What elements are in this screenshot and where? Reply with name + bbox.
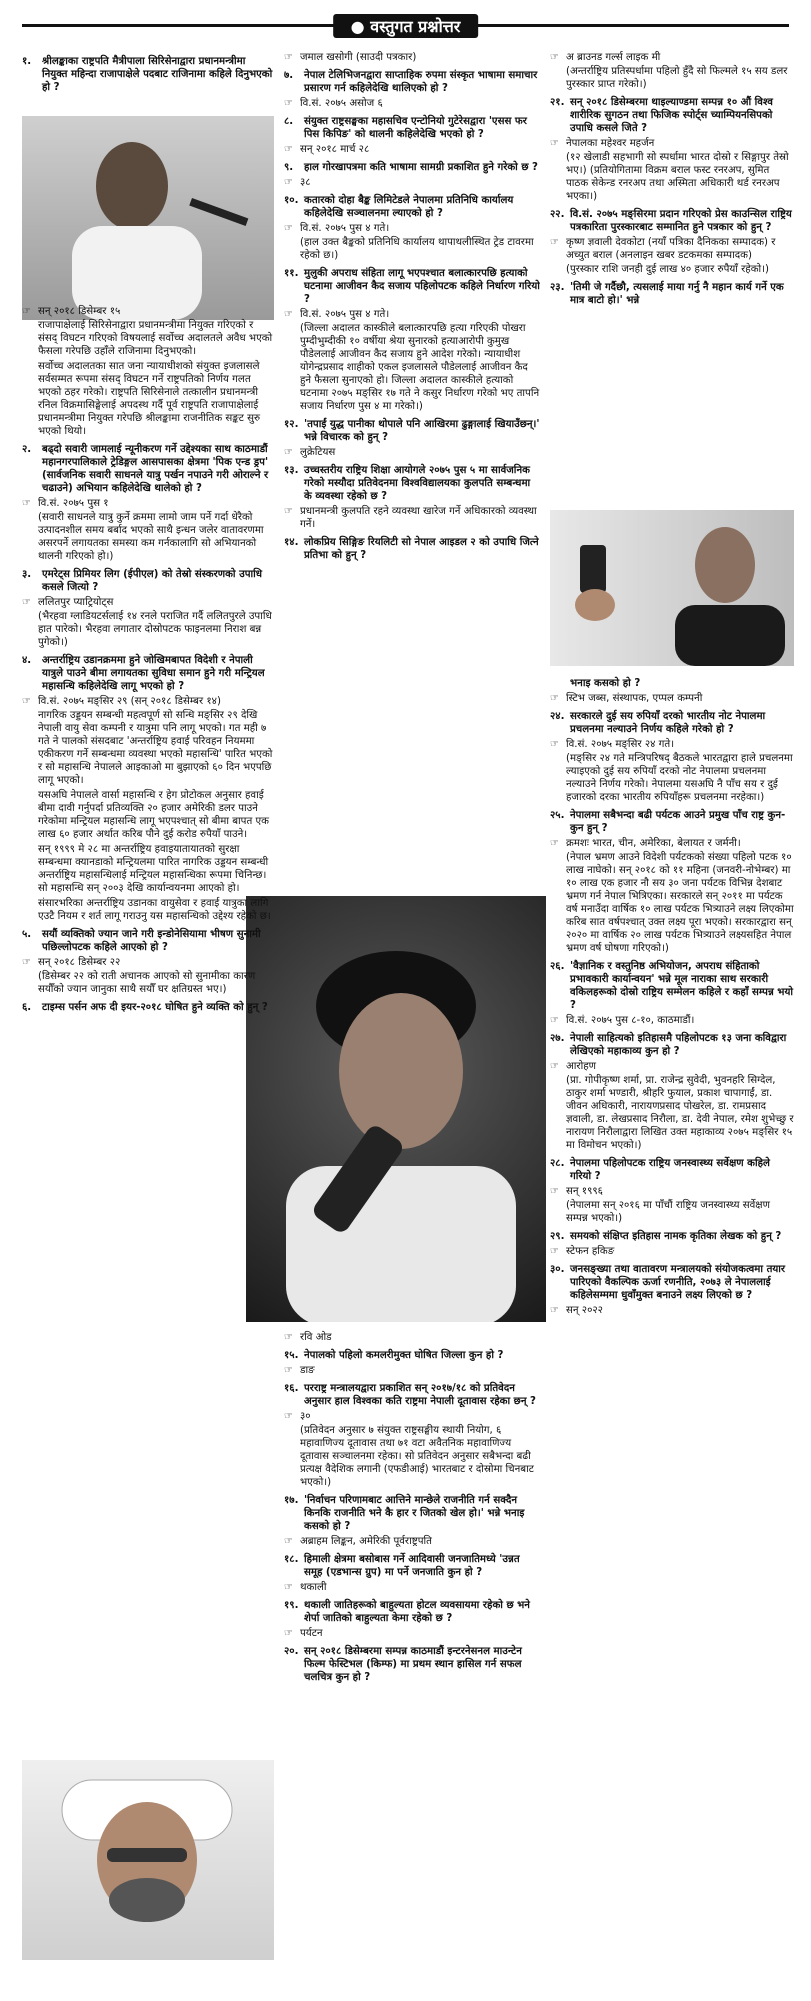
answer-text: अब्राहम लिङ्कन, अमेरिकी पूर्वराष्ट्रपति	[300, 1536, 432, 1547]
question-text: एमरेट्स प्रिमियर लिग (ईपीएल) को तेस्रो संस्करणको उपाधि कसले जित्यो ?	[42, 569, 263, 593]
pointing-hand-icon: ☞	[284, 1628, 293, 1639]
pointing-hand-icon: ☞	[550, 838, 559, 849]
answer	[550, 738, 794, 751]
question-number: १.	[22, 56, 32, 67]
answer	[550, 1245, 794, 1258]
answer	[284, 1535, 540, 1548]
answer-text: नेपालका महेश्वर महर्जन	[566, 138, 655, 149]
question-number: ४.	[22, 655, 32, 666]
explanation: यसअघि नेपालले वार्सा महासन्धि र हेग प्रोटोकल अनुसार हवाई बीमा दावी गर्नुपर्दा प्रतिव्यक्ति २० हजार अमेरिकी डलर पाउने गरेकोमा मन्ट्रियल महासन्धि लागू भएपश्चात् सो बीमा बापत एक लाख ६० हजार अर्थात करिब पौने दुई करोड रुपैयाँ पाउने।	[38, 790, 269, 840]
answer	[22, 596, 274, 609]
answer	[284, 176, 540, 189]
question	[550, 960, 794, 1012]
pointing-hand-icon: ☞	[284, 52, 293, 63]
answer	[550, 1304, 794, 1317]
answer-text: पर्यटन	[300, 1628, 323, 1639]
answer-text: ललितपुर प्याट्रियोट्स	[38, 597, 114, 608]
question	[284, 1349, 540, 1362]
question-number: १५.	[284, 1350, 299, 1361]
answer-text: आरोहण	[566, 1061, 596, 1072]
pointing-hand-icon: ☞	[284, 98, 293, 109]
answer	[550, 1014, 794, 1027]
question	[22, 928, 274, 954]
question-text: बढ्दो सवारी जामलाई न्यूनीकरण गर्ने उद्देश्यका साथ काठमाडौं महानगरपालिकाले ट्रेडिङ्गल आसपासका क्षेत्रमा 'पिक एन्ड ड्रप' (सार्वजनिक सवारी साधनले यात्रु पर्खन नपाउने गरी ओराल्ने र चढाउने) अभियान कहिलेदेखि थालेको हो ?	[42, 444, 269, 494]
pointing-hand-icon: ☞	[22, 957, 31, 968]
answer-text: वि.सं. २०७५ मङ्सिर २९ (सन् २०१८ डिसेम्बर १४)	[38, 696, 221, 707]
answer	[550, 137, 794, 150]
question-number: १९.	[284, 1600, 299, 1611]
question-block	[550, 51, 794, 307]
question	[284, 1599, 540, 1625]
question	[284, 161, 540, 174]
answer-text: सन् २०१८ मार्च २८	[300, 144, 370, 155]
pointing-hand-icon: ☞	[284, 506, 293, 517]
question	[22, 55, 274, 94]
question-number: १०.	[284, 195, 299, 206]
question-text: श्रीलङ्काका राष्ट्रपति मैत्रीपाला सिरिसेनाद्वारा प्रधानमन्त्रीमा नियुक्त महिन्दा राजापाक्षेले पदबाट राजिनामा कहिले दिनुभएको हो ?	[42, 56, 273, 93]
answer-text: लुक्रेटियस	[300, 447, 336, 458]
question-number: ९.	[284, 162, 294, 173]
question-text: उच्चस्तरीय राष्ट्रिय शिक्षा आयोगले २०७५ पुस ५ मा सार्वजनिक गरेको मस्यौदा प्रतिवेदनमा विश्वविद्यालयका कुलपति सम्बन्धमा के व्यवस्था रहेको छ ?	[304, 465, 531, 502]
answer-text: जमाल खसोगी (साउदी पत्रकार)	[300, 52, 417, 63]
pointing-hand-icon: ☞	[550, 1061, 559, 1072]
question-text: नेपालमा पहिलोपटक राष्ट्रिय जनस्वास्थ्य सर्वेक्षण कहिले गरियो ?	[570, 1158, 770, 1182]
pointing-hand-icon: ☞	[550, 237, 559, 248]
question-number: १७.	[284, 1495, 299, 1506]
explanation: नागरिक उड्डयन सम्बन्धी महत्वपूर्ण सो सन्धि मङ्सिर २९ देखि नेपाली वायु सेवा कम्पनी र यात्रुमा पनि लागू भएको। गत मही ७ गते ने पालको संसदबाट 'अन्तर्राष्ट्रिय हवाई परिवहन नियममा एकीकरण गर्ने सम्बन्धमा व्यवस्था भएको महासन्धि' पारित भएको र सो महासन्धि नेपालले आइकाओ मा बुझाएको ६० दिन भएपछि लागू भएको।	[38, 710, 273, 786]
explanation: (जिल्ला अदालत कास्कीले बलात्कारपछि हत्या गरिएकी पोखरा पुम्दीभुम्दीकी १० वर्षीया श्रेया सुनारको हत्याआरोपी कुमुख पौडेललाई आजीवन कैद सजाय हुने आदेश गरेको। न्यायाधीश योगेन्द्रप्रसाद शाहीको एकल इजलासले पौडेललाई आजीवन कैद हुने फैसला सुनाएको हो। जिल्ला अदालत कास्कीले हत्याको घटनामा २०७५ मङ्सिर १७ गते ने कसुर निर्धारण गरेको भए तापनि सजाय निर्धारण पुस ४ मा गरेको।)	[300, 323, 540, 412]
question-number: २.	[22, 444, 32, 455]
answer	[284, 1627, 540, 1640]
answer-text: स्टिभ जब्स, संस्थापक, एप्पल कम्पनी	[566, 693, 703, 704]
question-number: १२.	[284, 419, 299, 430]
answer	[22, 956, 274, 969]
question	[284, 267, 540, 306]
question-number: २२.	[550, 209, 565, 220]
question	[284, 1494, 540, 1533]
answer-text: सन् १९९६	[566, 1186, 603, 1197]
answer	[550, 1185, 794, 1198]
answer-text: वि.सं. २०७५ पुस ८-१०, काठमाडौं।	[566, 1015, 695, 1026]
explanation: (हाल उक्त बैङ्कको प्रतिनिधि कार्यालय थापाथलीस्थित ट्रेड टावरमा रहेको छ।)	[300, 237, 534, 261]
question-text: हिमाली क्षेत्रमा बसोबास गर्ने आदिवासी जनजातिमध्ये 'उन्नत समूह (एडभान्स ग्रुप) मा पर्ने जनजाति कुन हो ?	[304, 1554, 520, 1578]
question	[284, 1382, 540, 1408]
question-text: सन् २०१८ डिसेम्बरमा सम्पन्न काठमाडौं इन्टरनेसनल माउन्टेन फिल्म फेस्टिभल (किम्फ) मा प्रथम स्थान हासिल गर्न सफल चलचित्र कुन हो ?	[304, 1646, 522, 1683]
question-block	[22, 55, 274, 1014]
explanation: (प्रतिवेदन अनुसार ७ संयुक्त राष्ट्रसङ्घीय स्थायी नियोग, ६ महावाणिज्य दूतावास तथा ७१ वटा अवैतनिक महावाणिज्य दूतावास सञ्चालनमा रहेका। सो प्रतिवेदन अनुसार सबैभन्दा बढी प्रत्यक्ष वैदेशिक लगानी (एफडीआई) भारतबाट र दोस्रोमा चिनबाट भएको।)	[300, 1425, 534, 1488]
question	[22, 443, 274, 495]
question	[284, 1645, 540, 1684]
pointing-hand-icon: ☞	[550, 52, 559, 63]
question-text: सरकारले दुई सय रुपियाँ दरको भारतीय नोट नेपालमा प्रचलनमा नल्याउने निर्णय कहिले गरेको हो ?	[570, 711, 766, 735]
answer-text: कृष्ण ज्ञवाली देवकोटा (नयाँ पत्रिका दैनिकका सम्पादक) र अच्युत बराल (अनलाइन खबर डटकमका सम्पादक)	[566, 237, 776, 261]
answer	[284, 1364, 540, 1377]
question-number: २३.	[550, 282, 565, 293]
explanation: राजापाक्षेलाई सिरिसेनाद्वारा प्रधानमन्त्रीमा नियुक्त गरिएको र संसद् विघटन गरिएको विषयलाई सर्वोच्च अदालतले अवैध भएको फैसला गरेपछि उहाँले राजिनामा दिनुभएको।	[38, 320, 273, 357]
answer	[22, 695, 274, 708]
pointing-hand-icon: ☞	[284, 447, 293, 458]
answer	[284, 308, 540, 321]
explanation: (भैरहवा ग्लाडियटर्सलाई १४ रनले पराजित गर्दै ललितपुरले उपाधि हात पारेको। भैरहवा लगातार दोस्रोपटक फाइनलमा निराश बन्न पुगेको।)	[38, 611, 272, 648]
question-number: १६.	[284, 1383, 299, 1394]
question-text: कतारको दोहा बैङ्क लिमिटेडले नेपालमा प्रतिनिधि कार्यालय कहिलेदेखि सञ्चालनमा ल्याएको हो ?	[304, 195, 514, 219]
answer-text: थकाली	[300, 1582, 327, 1593]
question-number: २९.	[550, 1231, 565, 1242]
question-number: १४.	[284, 537, 299, 548]
answer	[284, 51, 540, 64]
question	[550, 809, 794, 835]
question-text: भनाइ कसको हो ?	[570, 678, 641, 689]
question-text: नेपालको पहिलो कमलरीमुक्त घोषित जिल्ला कुन हो ?	[304, 1350, 504, 1361]
pointing-hand-icon: ☞	[550, 138, 559, 149]
question-number: ८.	[284, 116, 294, 127]
pointing-hand-icon: ☞	[22, 306, 31, 317]
question	[550, 710, 794, 736]
question-text: थकाली जातिहरूको बाहुल्यता होटल व्यवसायमा रहेको छ भने शेर्पा जातिको बाहुल्यता केमा रहेको छ ?	[304, 1600, 530, 1624]
question-number: २४.	[550, 711, 565, 722]
question-number	[550, 677, 570, 690]
explanation: (प्रा. गोपीकृष्ण शर्मा, प्रा. राजेन्द्र सुवेदी, भुवनहरि सिग्देल, ठाकुर शर्मा भण्डारी, श्रीहरि फुयाल, प्रकाश चापागाईं, डा. जीवन अधिकारी, नारायणप्रसाद पोखरेल, डा. रामप्रसाद ज्ञवाली, डा. लेखप्रसाद निरौला, डा. देवी नेपाल, रमेश शुभेच्छु र नारायण निरौलाद्वारा लिखित उक्त महाकाव्य २०७५ मङ्सिर १५ मा विमोचन भएको।)	[566, 1075, 794, 1151]
question-number: १८.	[284, 1554, 299, 1565]
question	[550, 1230, 794, 1243]
question	[550, 677, 794, 690]
question-block	[550, 677, 794, 1317]
question	[284, 69, 540, 95]
question-number: २०.	[284, 1646, 299, 1657]
answer	[550, 692, 794, 705]
section-title: ● वस्तुगत प्रश्नोत्तर	[333, 14, 479, 38]
question	[22, 654, 274, 693]
question-number: ७.	[284, 70, 294, 81]
question-text: संयुक्त राष्ट्रसङ्घका महासचिव एन्टोनियो गुटेरेसद्वारा 'एसस फर पिस किपिङ' को थालनी कहिलेदेखि भएको हो ?	[304, 116, 527, 140]
answer-text: सन् २०२२	[566, 1305, 603, 1316]
answer-text: वि.सं. २०७५ असोज ६	[300, 98, 383, 109]
answer	[284, 143, 540, 156]
explanation: (नेपालमा सन् २०१६ मा पाँचौं राष्ट्रिय जनस्वास्थ्य सर्वेक्षण सम्पन्न भएको।)	[566, 1200, 770, 1224]
explanation: (अन्तर्राष्ट्रिय प्रतिस्पर्धामा पहिलो हुँदै सो फिल्मले १५ सय डलर पुरस्कार प्राप्त गरेको।)	[566, 66, 788, 90]
pointing-hand-icon: ☞	[550, 693, 559, 704]
pointing-hand-icon: ☞	[284, 223, 293, 234]
section-header	[22, 14, 789, 36]
answer	[284, 222, 540, 235]
question-text: वि.सं. २०७५ मङ्सिरमा प्रदान गरिएको प्रेस काउन्सिल राष्ट्रिय पत्रकारिता पुरस्कारबाट सम्मानित हुने पत्रकार को हुन् ?	[570, 209, 792, 233]
question-text: जनसङ्ख्या तथा वातावरण मन्त्रालयको संयोजकत्वमा तयार पारिएको वैकल्पिक ऊर्जा रणनीति, २०७३ ले नेपाललाई कहिलेसम्ममा धुवाँमुक्त बनाउने लक्ष्य लिएको छ ?	[570, 1264, 786, 1301]
explanation: (मङ्सिर २४ गते मन्त्रिपरिषद् बैठकले भारतद्वारा हाले प्रचलनमा ल्याइएको दुई सय रुपियाँ दरको नोट नेपालमा प्रचलनमा नल्याउने निर्णय गरेको। नेपालमा यसअघि नै पाँच सय र दुई हजारको दरका भारतीय रुपियाँहरू प्रचलनमा नरहेका।)	[566, 753, 793, 803]
question-number: २७.	[550, 1033, 565, 1044]
question-number: २६.	[550, 961, 565, 972]
answer	[550, 236, 794, 262]
pointing-hand-icon: ☞	[550, 739, 559, 750]
question	[22, 1001, 274, 1014]
pointing-hand-icon: ☞	[284, 1332, 293, 1343]
question	[284, 464, 540, 503]
question-number: २१.	[550, 97, 565, 108]
question	[550, 1263, 794, 1302]
pointing-hand-icon: ☞	[284, 1582, 293, 1593]
question-text: नेपालमा सबैभन्दा बढी पर्यटक आउने प्रमुख पाँच राष्ट्र कुन-कुन हुन् ?	[570, 810, 786, 834]
answer-text: क्रमशः भारत, चीन, अमेरिका, बेलायत र जर्मनी।	[566, 838, 741, 849]
question-text: नेपाल टेलिभिजनद्वारा साप्ताहिक रुपमा संस्कृत भाषामा समाचार प्रसारण गर्न कहिलेदेखि थालिएको हो ?	[304, 70, 538, 94]
pointing-hand-icon: ☞	[550, 1246, 559, 1257]
question-text: मुलुकी अपराध संहिता लागू भएपश्चात बलात्कारपछि हत्याको घटनामा आजीवन कैद सजाय पहिलोपटक कहिले निर्धारण गरियो ?	[304, 268, 540, 305]
column-1	[22, 50, 274, 1997]
answer-text: ३०	[300, 1411, 311, 1422]
pointing-hand-icon: ☞	[284, 144, 293, 155]
question-text: टाइम्स पर्सन अफ दी इयर-२०१८ घोषित हुने व्यक्ति को हुन् ?	[42, 1002, 268, 1013]
question	[284, 1553, 540, 1579]
question	[22, 568, 274, 594]
question-text: नेपाली साहित्यको इतिहासमै पहिलोपटक १३ जना कविद्वारा लेखिएको महाकाव्य कुन हो ?	[570, 1033, 787, 1057]
answer	[284, 505, 540, 531]
question-text: सन् २०१८ डिसेम्बरमा थाइल्याण्डमा सम्पन्न १० औं विश्व शारीरिक सुगठन तथा फिजिक स्पोर्ट्स च्याम्पियनसिपको उपाधि कसले जिते ?	[570, 97, 773, 134]
column-2-bottom	[284, 1330, 540, 1997]
question-text: अन्तर्राष्ट्रिय उडानक्रममा हुने जोखिमबापत विदेशी र नेपाली यात्रुले पाउने बीमा लगायतका सुविधा समान हुने गरी मन्ट्रियल महासन्धि कहिलेदेखि लागू भएको हो ?	[42, 655, 265, 692]
pointing-hand-icon: ☞	[284, 1365, 293, 1376]
answer	[550, 837, 794, 850]
explanation: (नेपाल भ्रमण आउने विदेशी पर्यटकको संख्या पहिलो पटक १० लाख नाघेको। सन् २०१८ को ११ महिना (जनवरी-नोभेम्बर) मा १० लाख एक हजार नौ सय ३० जना पर्यटक विभिन्न देशबाट भ्रमण गर्न नेपाल भित्रिएका। सरकारले सन् २०११ मा पर्यटक वर्ष मनाउँदा वार्षिक १० लाख पर्यटक भित्र्याउने लक्ष्य लिएकोमा करिब सात वर्षपश्चात् उक्त लक्ष्य पूरा भएको। सरकारद्वारा सन् २०२० मा वार्षिक २० लाख पर्यटक भित्र्याउने लक्ष्यसहित नेपाल भ्रमण वर्ष घोषणा गरिएको।)	[566, 852, 794, 954]
question-number: ६.	[22, 1002, 32, 1013]
pointing-hand-icon: ☞	[550, 1186, 559, 1197]
answer-text: वि.सं. २०७५ पुस १	[38, 498, 109, 509]
question	[550, 1157, 794, 1183]
answer-text: वि.सं. २०७५ मङ्सिर २४ गते।	[566, 739, 675, 750]
answer-text: स्टेफन हकिङ	[566, 1246, 615, 1257]
answer-text: प्रधानमन्त्री कुलपति रहने व्यवस्था खारेज गर्ने अधिकारको व्यवस्था गर्ने।	[300, 506, 537, 530]
answer-text: सन् २०१८ डिसेम्बर १५	[38, 306, 121, 317]
question-text: 'निर्वाचन परिणामबाट आत्तिने मान्छेले राजनीति गर्न सक्दैन किनकि राजनीति भने कै हार र जितको खेल हो।' भन्ने भनाइ कसको हो ?	[304, 1495, 525, 1532]
answer	[284, 1410, 540, 1423]
question	[284, 115, 540, 141]
question-text: लोकप्रिय सिङ्गिङ रियलिटी सो नेपाल आइडल २ को उपाधि जित्ने प्रतिभा को हुन् ?	[304, 537, 539, 561]
question	[284, 194, 540, 220]
answer-text: डाङ	[300, 1365, 315, 1376]
pointing-hand-icon: ☞	[550, 1305, 559, 1316]
answer-text: वि.सं. २०७५ पुस ४ गते।	[300, 223, 390, 234]
answer	[22, 305, 274, 318]
answer-text: सन् २०१८ डिसेम्बर २२	[38, 957, 121, 968]
question	[550, 208, 794, 234]
explanation: (डिसेम्बर २२ को राती अचानक आएको सो सुनामीका कारण सयौँको ज्यान जानुका साथै सयौँ घर क्षतिग्रस्त भए।)	[38, 971, 256, 995]
question-number: ११.	[284, 268, 299, 279]
explanation: सर्वोच्च अदालतका सात जना न्यायाधीशको संयुक्त इजलासले सर्वसम्मत रूपमा संसद् विघटन गर्ने राष्ट्रपतिको निर्णय गलत भएको ठहर गरेको। राष्ट्रपति सिरिसेनाले तत्कालीन प्रधानमन्त्री रनिल विक्रमासिङ्घेलाई अपदस्थ गर्दै पूर्व राष्ट्रपति राजापाक्षेलाई प्रधानमन्त्रीमा नियुक्त गरेपछि श्रीलङ्कामा राजनीतिक सङ्कट सुरु भएको थियो।	[38, 361, 261, 437]
answer	[284, 446, 540, 459]
pointing-hand-icon: ☞	[22, 597, 31, 608]
explanation: (सवारी साधनले यात्रु कुर्ने क्रममा लामो जाम पर्ने गर्दा धेरैको उत्पादनशील समय बर्बाद भएको साथै इन्धन जलेर वातावरणमा असरपर्ने लगायतका समस्या कम गर्नकालागि सो अभियानको थालनी गरिएको हो।)	[38, 512, 264, 562]
pointing-hand-icon: ☞	[22, 498, 31, 509]
question-number: ३.	[22, 569, 32, 580]
column-3-bottom	[550, 672, 794, 1997]
question	[550, 1032, 794, 1058]
explanation: संसारभरिका अन्तर्राष्ट्रिय उडानका वायुसेवा र हवाई यात्रुका लागि एउटै नियम र शर्त लागू गराउनु यस महासन्धिको उद्देश्य रहेको छ।	[38, 898, 271, 922]
image-spacer	[22, 96, 274, 304]
explanation: (पुरस्कार राशि जनही दुई लाख ४० हजार रुपैयाँ रहेको।)	[566, 264, 770, 275]
answer-text: ३८	[300, 177, 311, 188]
question	[284, 536, 540, 562]
pointing-hand-icon: ☞	[550, 1015, 559, 1026]
question-block	[284, 1331, 540, 1684]
question-text: 'वैज्ञानिक र वस्तुनिष्ठ अभियोजन, अपराध संहिताको प्रभावकारी कार्यान्वयन' भन्ने मूल नाराका साथ सरकारी वकिलहरूको दोस्रो राष्ट्रिय सम्मेलन कहिले र कहाँ सम्पन्न भयो ?	[570, 961, 794, 1011]
answer	[22, 497, 274, 510]
answer-text: रवि ओड	[300, 1332, 332, 1343]
pointing-hand-icon: ☞	[284, 1411, 293, 1422]
answer	[284, 97, 540, 110]
question-text: हाल गोरखापत्रमा कति भाषामा सामग्री प्रकाशित हुने गरेको छ ?	[304, 162, 538, 173]
question-number: १३.	[284, 465, 299, 476]
question-text: परराष्ट्र मन्त्रालयद्वारा प्रकाशित सन् २०१७/१८ को प्रतिवेदन अनुसार हाल विश्वका कति राष्ट्रमा नेपाली दूतावास रहेका छन् ?	[304, 1383, 536, 1407]
question-text: सयौं व्यक्तिको ज्यान जाने गरी इन्डोनेसियामा भीषण सुनामी पछिल्लोपटक कहिले आएको हो ?	[42, 929, 261, 953]
question	[550, 96, 794, 135]
question-number: ५.	[22, 929, 32, 940]
answer	[284, 1331, 540, 1344]
answer	[550, 51, 794, 64]
question-text: समयको संक्षिप्त इतिहास नामक कृतिका लेखक को हुन् ?	[570, 1231, 782, 1242]
pointing-hand-icon: ☞	[284, 309, 293, 320]
explanation: (१२ खेलाडी सहभागी सो स्पर्धामा भारत दोस्रो र सिङ्गापुर तेस्रो भए।) (प्रतियोगितामा विक्रम बराल फस्ट रनरअप, सुमित पाठक सेकेन्ड रनरअप तथा अस्मिता अधिकारी थर्ड रनरअप भएका।)	[566, 152, 789, 202]
question-number: २८.	[550, 1158, 565, 1169]
pointing-hand-icon: ☞	[284, 177, 293, 188]
question	[284, 418, 540, 444]
answer-text: वि.सं. २०७५ पुस ४ गते।	[300, 309, 390, 320]
question-number: २५.	[550, 810, 565, 821]
answer	[284, 1581, 540, 1594]
question-block	[284, 51, 540, 562]
question-number: ३०.	[550, 1264, 565, 1275]
question	[550, 281, 794, 307]
answer-text: अ ब्राउनड गर्ल्स लाइक मी	[566, 52, 661, 63]
pointing-hand-icon: ☞	[22, 696, 31, 707]
explanation: सन् १९९९ मे २८ मा अन्तर्राष्ट्रिय हवाइयातायातको सुरक्षा सम्बन्धमा क्यानडाको मन्ट्रियलमा पारित नागरिक उड्डयन सम्बन्धी अन्तर्राष्ट्रिय महासन्धिलाई मन्ट्रियल महासन्धिका रूपमा चिनिन्छ। सो महासन्धि सन् २००३ देखि कार्यान्वयनमा आएको हो।	[38, 844, 269, 894]
answer	[550, 1060, 794, 1073]
pointing-hand-icon: ☞	[284, 1536, 293, 1547]
question-text: 'तपाईं युद्ध पानीका थोपाले पनि आखिरमा ढुङ्गालाई खियाउँछन्।' भन्ने विचारक को हुन् ?	[304, 419, 540, 443]
question-text: 'तिमी जे गर्दैछौ, त्यसलाई माया गर्नु नै महान कार्य गर्ने एक मात्र बाटो हो।' भन्ने	[570, 282, 784, 306]
